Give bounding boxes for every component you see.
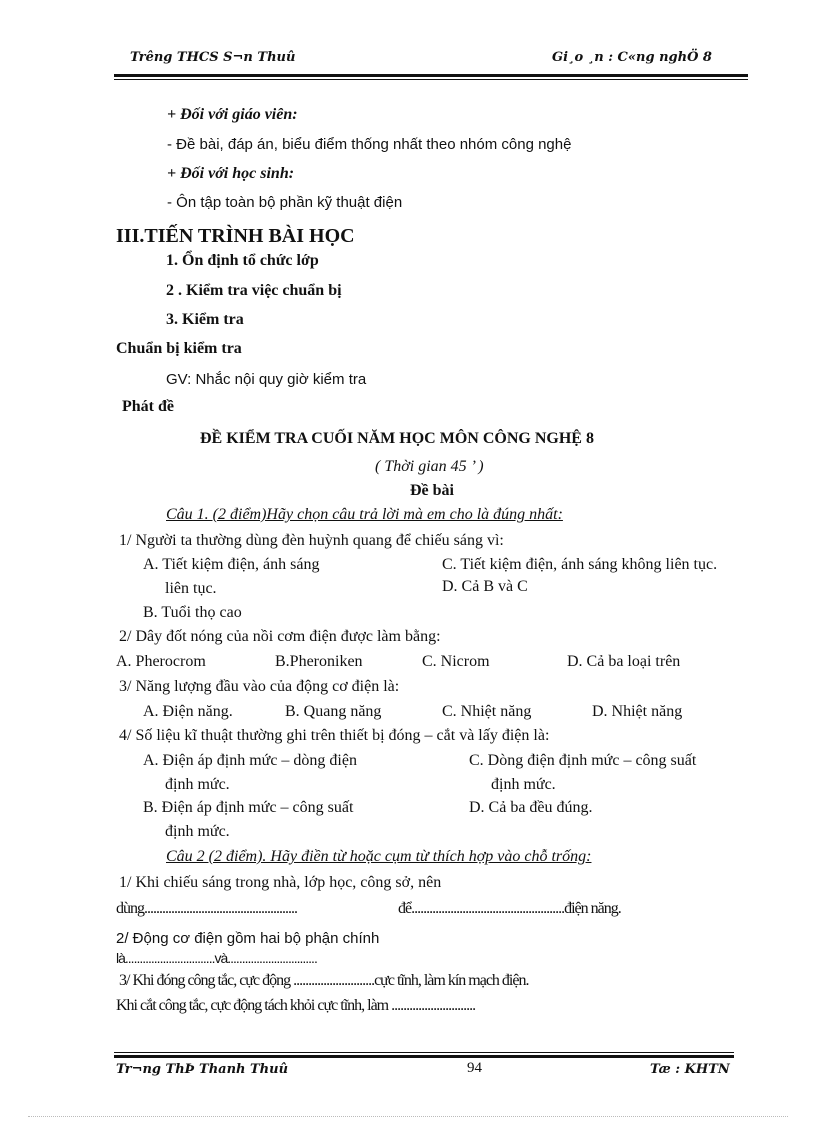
footer-rule-thin <box>114 1052 734 1053</box>
q1-s4-option-c-cont: định mức. <box>491 776 556 793</box>
page-number: 94 <box>467 1060 482 1076</box>
q2-s3-line1: 3/ Khi đóng công tắc, cực động ...........................cực tĩnh, làm kín mạch điện. <box>119 972 529 989</box>
q1-s2-option-b: B.Pheroniken <box>275 653 363 670</box>
q2-heading: Câu 2 (2 điểm). Hãy điền từ hoặc cụm từ thích hợp vào chỗ trống: <box>166 848 592 865</box>
prep-heading: Chuẩn bị kiểm tra <box>116 340 242 357</box>
q1-s3-option-d: D. Nhiệt năng <box>592 703 683 720</box>
q1-s3-option-a: A. Điện năng. <box>143 703 233 720</box>
header-school: Trêng THCS S¬n Thuû <box>130 50 296 65</box>
q2-s3-line2: Khi cắt công tắc, cực động tách khỏi cực tĩnh, làm ............................ <box>116 997 476 1014</box>
teacher-heading: + Đối với giáo viên: <box>167 106 298 123</box>
q1-s4-option-a: A. Điện áp định mức – dòng điện <box>143 752 357 769</box>
q1-s2-option-d: D. Cả ba loại trên <box>567 653 681 670</box>
footer-author: Tr¬ng ThÞ Thanh Thuû <box>116 1062 289 1077</box>
item-1: 1. Ổn định tổ chức lớp <box>166 252 319 269</box>
q2-s2-blanks: là...............................và............................... <box>116 950 317 966</box>
q1-s2-option-a: A. Pherocrom <box>116 653 206 670</box>
q2-s1-blank-1: dùng................................................... <box>116 900 297 917</box>
q1-s4-option-a-cont: định mức. <box>165 776 230 793</box>
teacher-text: - Đề bài, đáp án, biểu điểm thống nhất theo nhóm công nghệ <box>167 136 572 153</box>
q1-s3-option-b: B. Quang năng <box>285 703 382 720</box>
q1-s1-question: 1/ Người ta thường dùng đèn huỳnh quang để chiếu sáng vì: <box>119 532 504 549</box>
phat-de: Phát đề <box>122 398 174 415</box>
section-title: III.TIẾN TRÌNH BÀI HỌC <box>116 225 355 247</box>
q2-s1-blank-2: để...................................................điện năng. <box>398 900 621 917</box>
de-bai: Đề bài <box>410 482 454 499</box>
q1-s2-option-c: C. Nicrom <box>422 653 490 670</box>
item-3: 3. Kiểm tra <box>166 311 244 328</box>
student-heading: + Đối với học sinh: <box>167 165 295 182</box>
student-text: - Ôn tập toàn bộ phần kỹ thuật điện <box>167 194 403 211</box>
header-rule-thick <box>114 74 748 77</box>
header-rule-thin <box>114 79 748 80</box>
q1-s4-option-b-cont: định mức. <box>165 823 230 840</box>
item-2: 2 . Kiểm tra việc chuẩn bị <box>166 282 342 299</box>
q1-s1-option-b: B. Tuổi thọ cao <box>143 604 242 621</box>
q1-s4-question: 4/ Số liệu kĩ thuật thường ghi trên thiết bị đóng – cắt và lấy điện là: <box>119 727 550 744</box>
q1-s4-option-d: D. Cả ba đều đúng. <box>469 799 593 816</box>
q1-s1-option-c: C. Tiết kiệm điện, ánh sáng không liên tục. <box>442 556 718 573</box>
q1-s1-option-a-cont: liên tục. <box>165 580 217 597</box>
page-edge-divider <box>28 1116 788 1117</box>
footer-department: Tæ : KHTN <box>650 1062 730 1077</box>
q2-s2-line1: 2/ Động cơ điện gồm hai bộ phận chính <box>116 930 380 947</box>
q1-s3-option-c: C. Nhiệt năng <box>442 703 532 720</box>
q1-s4-option-b: B. Điện áp định mức – công suất <box>143 799 354 816</box>
q2-s1-line1: 1/ Khi chiếu sáng trong nhà, lớp học, công sở, nên <box>119 874 442 891</box>
q1-s2-question: 2/ Dây đốt nóng của nồi cơm điện được làm bằng: <box>119 628 441 645</box>
exam-time: ( Thời gian 45 ’ ) <box>375 458 484 475</box>
header-subject: Gi¸o ¸n : C«ng nghÖ 8 <box>552 50 712 65</box>
exam-title: ĐỀ KIỂM TRA CUỐI NĂM HỌC MÔN CÔNG NGHỆ 8 <box>200 430 594 447</box>
q1-s3-question: 3/ Năng lượng đầu vào của động cơ điện là: <box>119 678 400 695</box>
gv-text: GV: Nhắc nội quy giờ kiểm tra <box>166 371 367 388</box>
q1-s4-option-c: C. Dòng điện định mức – công suất <box>469 752 697 769</box>
footer-rule-thick <box>114 1055 734 1058</box>
q1-s1-option-a: A. Tiết kiệm điện, ánh sáng <box>143 556 320 573</box>
q1-heading: Câu 1. (2 điểm)Hãy chọn câu trả lời mà em cho là đúng nhất: <box>166 506 563 523</box>
q1-s1-option-d: D. Cả B và C <box>442 578 528 595</box>
